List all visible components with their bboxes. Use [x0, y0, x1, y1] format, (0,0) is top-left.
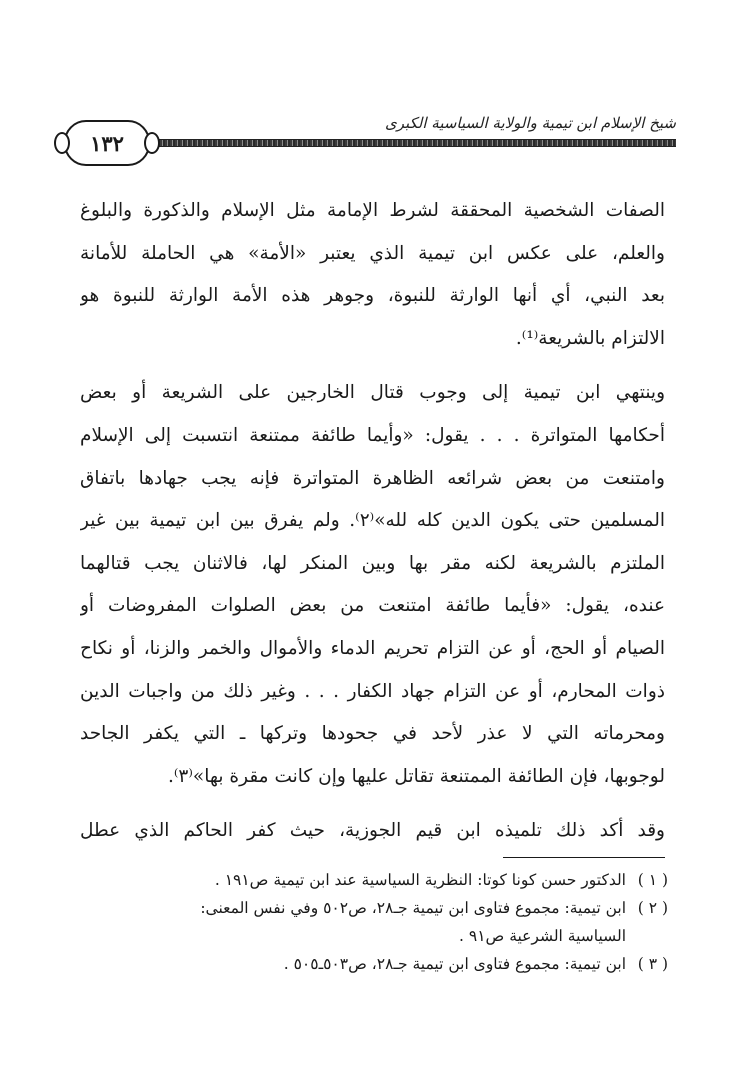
text-line: الصفات الشخصية المحققة لشرط الإمامة مثل الإسلام والذكورة والبلوغ [80, 200, 665, 221]
header-ornamental-rule [100, 139, 676, 147]
footnote-2 [70, 894, 668, 950]
text-line: الملتزم بالشريعة لكنه مقر بها وبين المنكر لها، فالاثنان يجب قتالهما [80, 552, 665, 574]
text-line: وينتهي ابن تيمية إلى وجوب قتال الخارجين على الشريعة أو بعض [80, 382, 665, 404]
footnote-1 [70, 866, 668, 894]
main-text [80, 190, 665, 865]
footnotes [70, 866, 668, 978]
text-line: وقد أكد ذلك تلميذه ابن قيم الجوزية، حيث كفر الحاكم الذي عطل [80, 820, 665, 842]
footnote-marker: ( ٢ ) [637, 899, 668, 917]
footnote-line: ابن تيمية: مجموع فتاوى ابن تيمية جـ٢٨، ص٥٠٢ وفي نفس المعنى: [200, 899, 626, 917]
footnote-3 [70, 950, 668, 978]
footnote-marker: ( ١ ) [637, 871, 668, 889]
text-line: لوجوبها، فإن الطائفة الممتنعة تقاتل عليها وإن كانت مقرة بها»⁽٣⁾. [167, 765, 665, 787]
footnote-line: ابن تيمية: مجموع فتاوى ابن تيمية جـ٢٨، ص٥٠٣ـ٥٠٥ . [283, 955, 626, 973]
footnote-line: السياسية الشرعية ص٩١ . [459, 927, 626, 945]
paragraph-1 [80, 190, 665, 360]
footnote-text [70, 894, 626, 950]
footnote-separator [503, 857, 665, 858]
text-line: عنده، يقول: «فأيما طائفة امتنعت من بعض الصلوات المفروضات أو [80, 595, 665, 617]
text-line: أحكامها المتواترة . . . يقول: «وأيما طائفة ممتنعة انتسبت إلى الإسلام [80, 424, 665, 446]
page-number: ١٣٢ [90, 130, 124, 156]
text-line: المسلمين حتى يكون الدين كله لله»⁽٢⁾. ولم يفرق بين ابن تيمية بين غير [80, 510, 665, 532]
paragraph-3 [80, 810, 665, 853]
text-line: الصيام أو الحج، أو عن التزام تحريم الدماء والأموال والخمر والزنا، أو نكاح [80, 637, 665, 659]
text-line: وامتنعت من بعض شرائعه الظاهرة المتواترة فإنه يجب جهادها باتفاق [80, 467, 665, 489]
text-line: والعلم، على عكس ابن تيمية الذي يعتبر «الأمة» هي الحاملة للأمانة [80, 242, 665, 264]
running-title: شيخ الإسلام ابن تيمية والولاية السياسية الكبرى [384, 114, 676, 132]
paragraph-2 [80, 372, 665, 798]
text-line: الالتزام بالشريعة⁽¹⁾. [515, 327, 665, 349]
footnote-text [70, 866, 626, 894]
text-line: بعد النبي، أي أنها الوارثة للنبوة، وجوهر هذه الأمة الوارثة للنبوة هو [80, 285, 665, 307]
page-header [70, 108, 676, 168]
footnote-line: الدكتور حسن كونا كوتا: النظرية السياسية عند ابن تيمية ص١٩١ . [214, 871, 626, 889]
text-line: ومحرماته التي لا عذر لأحد في جحودها وتركها ـ التي يكفر الجاحد [80, 723, 665, 745]
text-line: ذوات المحارم، أو عن التزام جهاد الكفار . . . وغير ذلك من واجبات الدين [80, 680, 665, 702]
page-number-badge [64, 120, 150, 166]
footnote-text [70, 950, 626, 978]
footnote-marker: ( ٣ ) [637, 955, 668, 973]
